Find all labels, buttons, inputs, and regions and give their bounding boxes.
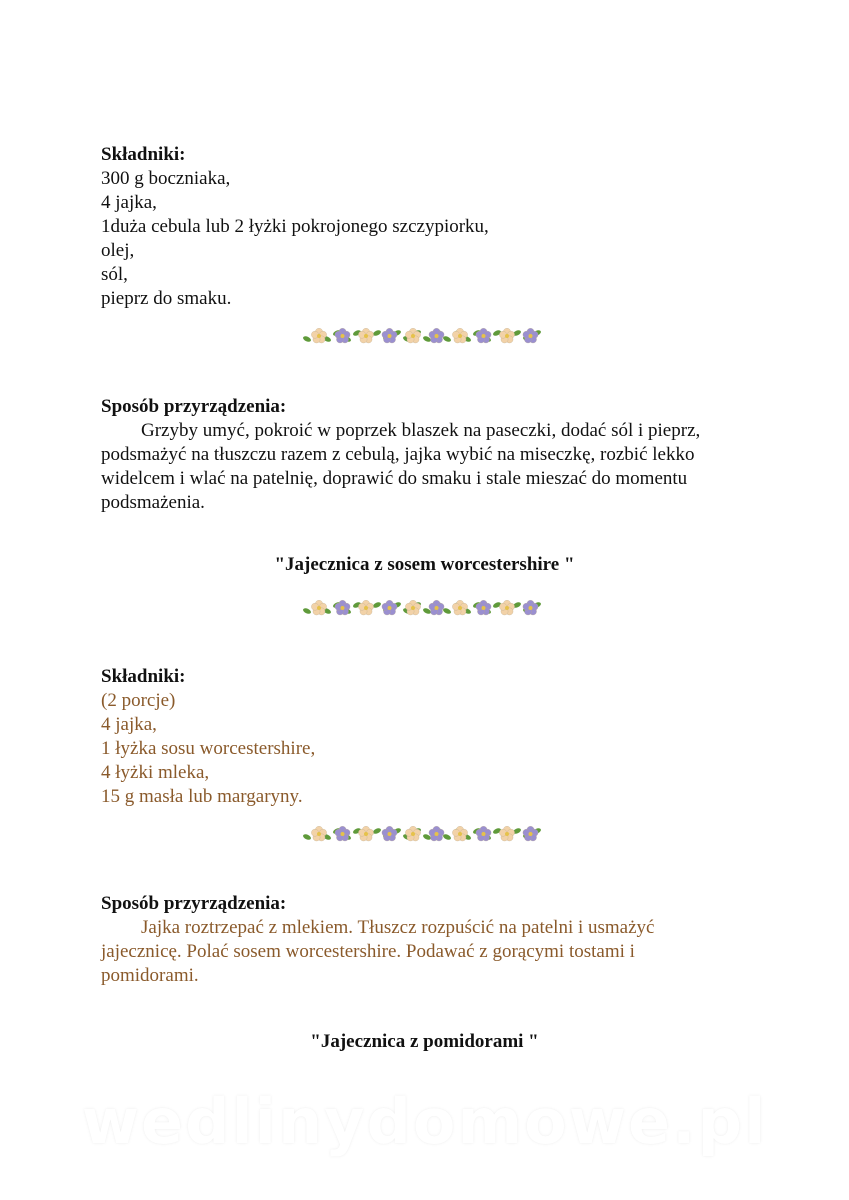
- recipe2-method-section: [101, 892, 761, 988]
- ingredients-heading: Składniki:: [101, 144, 186, 165]
- flower-icon: [358, 826, 373, 841]
- ingredient-item: (2 porcje): [101, 690, 176, 711]
- recipe2-ingredients-section: [101, 665, 761, 809]
- method-line: widelcem i wlać na patelnię, doprawić do smaku i stale mieszać do momentu: [101, 468, 688, 489]
- ingredient-item: 4 jajka,: [101, 192, 157, 213]
- method-line: Jajka roztrzepać z mlekiem. Tłuszcz rozpuścić na patelni i usmażyć: [141, 917, 655, 938]
- flower-divider: [303, 324, 543, 348]
- ingredient-item: 300 g boczniaka,: [101, 168, 231, 189]
- ingredient-item: olej,: [101, 240, 135, 261]
- method-line: jajecznicę. Polać sosem worcestershire. Podawać z gorącymi tostami i: [101, 941, 635, 962]
- ingredient-item: pieprz do smaku.: [101, 288, 232, 309]
- method-heading: Sposób przyrządzenia:: [101, 893, 287, 914]
- flower-icon: [523, 826, 538, 841]
- ingredient-item: 4 łyżki mleka,: [101, 762, 210, 783]
- flower-icon: [429, 328, 444, 343]
- method-line: podsmażenia.: [101, 492, 205, 513]
- ingredients-heading: Składniki:: [101, 666, 186, 687]
- flower-icon: [429, 826, 444, 841]
- recipe1-method-section: [101, 395, 761, 515]
- ingredient-item: 1 łyżka sosu worcestershire,: [101, 738, 316, 759]
- flower-icon: [358, 600, 373, 615]
- method-line: pomidorami.: [101, 965, 199, 986]
- flower-icon: [382, 826, 397, 841]
- ingredient-item: 15 g masła lub margaryny.: [101, 786, 303, 807]
- flower-icon: [452, 600, 467, 615]
- flower-icon: [499, 328, 514, 343]
- watermark: wedlinydomowe.pl: [81, 1085, 768, 1158]
- recipe-title: "Jajecznica z pomidorami ": [310, 1031, 539, 1052]
- flower-icon: [523, 600, 538, 615]
- ingredient-item: 1duża cebula lub 2 łyżki pokrojonego szczypiorku,: [101, 216, 489, 237]
- method-heading: Sposób przyrządzenia:: [101, 396, 287, 417]
- ingredient-item: 4 jajka,: [101, 714, 157, 735]
- flower-icon: [382, 328, 397, 343]
- flower-icon: [311, 328, 326, 343]
- recipe1-ingredients-section: [101, 143, 761, 311]
- method-line: Grzyby umyć, pokroić w poprzek blaszek na paseczki, dodać sól i pieprz,: [141, 420, 701, 441]
- flower-icon: [311, 600, 326, 615]
- flower-icon: [358, 328, 373, 343]
- flower-icon: [429, 600, 444, 615]
- flower-icon: [523, 328, 538, 343]
- flower-icon: [499, 826, 514, 841]
- recipe-title: "Jajecznica z sosem worcestershire ": [274, 554, 575, 575]
- flower-icon: [452, 826, 467, 841]
- method-line: podsmażyć na tłuszczu razem z cebulą, jajka wybić na miseczkę, rozbić lekko: [101, 444, 695, 465]
- flower-divider: [303, 822, 543, 846]
- flower-icon: [311, 826, 326, 841]
- flower-icon: [499, 600, 514, 615]
- flower-icon: [382, 600, 397, 615]
- ingredient-item: sól,: [101, 264, 128, 285]
- flower-divider: [303, 596, 543, 620]
- flower-icon: [452, 328, 467, 343]
